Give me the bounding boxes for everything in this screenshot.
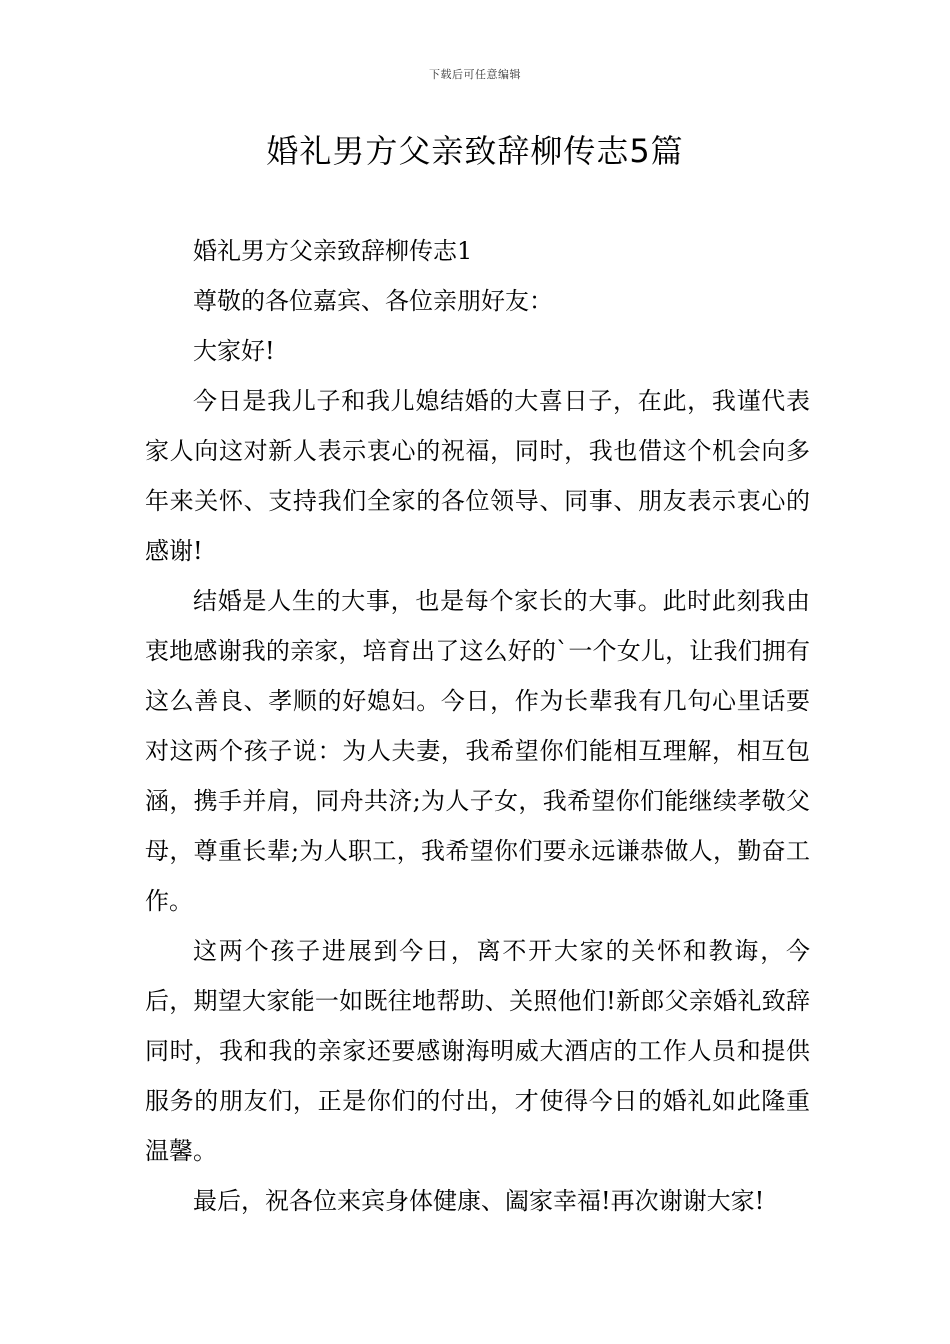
salutation: 尊敬的各位嘉宾、各位亲朋好友： <box>193 287 553 315</box>
header-note: 下载后可任意编辑 <box>429 68 521 81</box>
body-paragraph: 这两个孩子进展到今日，离不开大家的关怀和教诲，今后，期望大家能一如既往地帮助、关照他们!新郎父亲婚礼致辞同时，我和我的亲家还要感谢海明威大酒店的工作人员和提供服务的朋友们，正是你们的付出，才使得今日的婚礼如此隆重温馨。 <box>145 937 810 1165</box>
greeting: 大家好! <box>193 337 275 365</box>
section-heading: 婚礼男方父亲致辞柳传志1 <box>193 237 473 265</box>
document-body <box>145 226 810 1226</box>
body-paragraph: 今日是我儿子和我儿媳结婚的大喜日子，在此，我谨代表家人向这对新人表示衷心的祝福，同时，我也借这个机会向多年来关怀、支持我们全家的各位领导、同事、朋友表示衷心的感谢! <box>145 387 810 565</box>
body-paragraph: 结婚是人生的大事，也是每个家长的大事。此时此刻我由衷地感谢我的亲家，培育出了这么好的`一个女儿，让我们拥有这么善良、孝顺的好媳妇。今日，作为长辈我有几句心里话要对这两个孩子说：为人夫妻，我希望你们能相互理解，相互包涵，携手并肩，同舟共济;为人子女，我希望你们能继续孝敬父母，尊重长辈;为人职工，我希望你们要永远谦恭做人，勤奋工作。 <box>145 587 810 915</box>
document-title: 婚礼男方父亲致辞柳传志5篇 <box>266 132 684 170</box>
closing-paragraph: 最后，祝各位来宾身体健康、阖家幸福!再次谢谢大家! <box>193 1187 765 1215</box>
